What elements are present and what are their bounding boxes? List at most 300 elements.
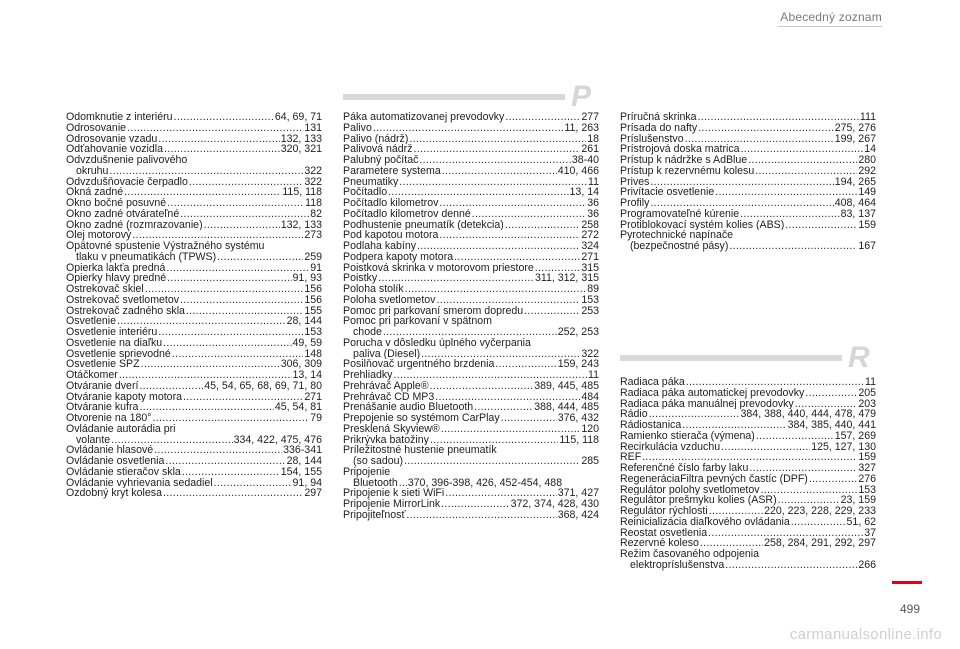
leader-dots <box>145 284 304 295</box>
index-entry-term: Podpera kapoty motora <box>343 251 454 263</box>
index-entry-pages: 153 <box>304 327 322 338</box>
leader-dots <box>740 209 840 220</box>
index-entry-term: (so sadou) <box>353 455 404 467</box>
leader-dots <box>809 474 858 485</box>
index-entry-pages: 315 <box>581 262 599 274</box>
index-entry <box>343 134 599 145</box>
index-entry-pages: 18 <box>587 133 599 145</box>
index-entry-pages: 311, 312, 315 <box>534 273 599 284</box>
index-entry <box>66 209 322 220</box>
leader-dots <box>524 306 580 317</box>
index-entry <box>66 284 322 295</box>
index-entry-term: Poloha stolík <box>343 284 404 295</box>
index-entry-pages: 13, 14 <box>292 370 322 381</box>
index-entry-term: Odrosovanie <box>66 122 127 134</box>
leader-dots <box>709 506 763 517</box>
index-entry <box>620 134 876 145</box>
index-entry <box>343 381 599 392</box>
index-entry-pages: 131 <box>304 122 322 134</box>
index-entry-pages: 82 <box>310 208 322 220</box>
index-entry-term: Prehliadky <box>343 370 393 381</box>
index-entry <box>620 517 876 528</box>
leader-dots <box>421 349 580 360</box>
index-entry <box>620 388 876 399</box>
leader-dots <box>141 359 280 370</box>
index-entry-term: Prístrojová doska matrica <box>620 144 740 155</box>
index-entry-term: REF <box>620 452 642 463</box>
index-entry-pages: 205 <box>858 387 876 399</box>
index-entry-term: Protiblokovací systém kolies (ABS) <box>620 219 785 231</box>
index-entry-term: Podlaha kabíny <box>343 241 417 252</box>
index-entry <box>620 506 876 517</box>
index-entry-term: Prístup k rezervnému kolesu <box>620 165 755 177</box>
leader-dots <box>505 112 580 123</box>
index-entry-pages: 384, 388, 440, 444, 478, 479 <box>740 409 876 420</box>
index-entry-term: Prístup k nádržke s AdBlue <box>620 155 748 166</box>
index-entry-term: Rezervné koleso <box>620 538 699 549</box>
index-entry-lead: Režim časovaného odpojenia <box>620 549 759 560</box>
leader-dots <box>495 359 556 370</box>
index-entry-pages: 155 <box>304 305 322 317</box>
index-entry <box>343 252 599 263</box>
index-entry-pages: 203 <box>858 398 876 410</box>
index-entry-term: Príručná skrinka <box>620 112 697 123</box>
index-entry-term: Palivová nádrž <box>343 144 413 155</box>
index-entry-pages: 125, 127, 130 <box>811 441 876 453</box>
index-entry <box>66 306 322 317</box>
leader-dots <box>406 510 556 521</box>
index-entry-pages: 159 <box>858 219 876 231</box>
bottom-accent-rule <box>892 581 922 584</box>
leader-dots <box>139 381 203 392</box>
index-entry-pages: 258, 284, 291, 292, 297 <box>764 538 876 549</box>
leader-dots <box>404 456 580 467</box>
index-entry-pages: 115, 118 <box>559 434 599 446</box>
index-entry <box>620 442 876 453</box>
index-entry-term: Okno bočné posuvné <box>66 198 167 209</box>
leader-dots <box>785 220 857 231</box>
index-entry-term: Počítadlo kilometrov <box>343 198 439 209</box>
index-entry-pages: 376, 432 <box>557 413 599 424</box>
leader-dots <box>474 402 533 413</box>
index-entry <box>620 198 876 209</box>
leader-dots <box>441 424 581 435</box>
index-entry <box>66 155 322 177</box>
leader-dots <box>124 187 281 198</box>
index-entry-term: Rádio <box>620 409 648 420</box>
index-entry <box>343 359 599 370</box>
index-column-3 <box>620 112 876 252</box>
index-entry <box>66 144 322 155</box>
leader-dots <box>439 198 586 209</box>
leader-dots <box>154 445 282 456</box>
leader-dots <box>442 166 557 177</box>
index-entry-term: Páka automatizovanej prevodovky <box>343 112 505 123</box>
index-entry-pages: 36 <box>587 208 599 220</box>
index-entry-term: Ostrekovač skiel <box>66 284 144 295</box>
index-entry <box>620 144 876 155</box>
leader-dots <box>721 442 810 453</box>
index-entry <box>620 431 876 442</box>
index-entry-term: Ostrekovač zadného skla <box>66 305 185 317</box>
index-entry <box>620 495 876 506</box>
index-entry-term: Otáčkomer <box>66 370 118 381</box>
leader-dots <box>805 388 857 399</box>
index-entry <box>66 381 322 392</box>
index-entry-term: Ostrekovač svetlometov <box>66 294 180 306</box>
index-entry-pages: 371, 427 <box>557 488 599 499</box>
index-entry-pages: 388, 444, 485 <box>534 402 599 413</box>
index-entry-term: Ovládanie hlasové <box>66 445 154 456</box>
index-entry <box>343 241 599 252</box>
index-entry-pages: 156 <box>304 284 322 295</box>
index-entry <box>66 402 322 413</box>
index-entry <box>343 338 599 360</box>
leader-dots <box>505 220 581 231</box>
index-entry-lead: Opätovné spustenie Výstražného systému <box>66 241 265 252</box>
index-entry-term: Posilňovač urgentného brzdenia <box>343 359 495 370</box>
index-column-2 <box>343 112 599 521</box>
leader-dots <box>642 452 857 463</box>
index-entry-lead: Pomoc pri parkovaní v spätnom <box>343 316 492 328</box>
leader-dots <box>127 123 303 134</box>
leader-dots <box>158 134 279 145</box>
index-entry-pages: 370, 396-398, 426, 452-454, 488 <box>407 476 563 489</box>
index-column-4 <box>620 377 876 571</box>
index-entry-pages: 484 <box>581 391 599 403</box>
index-entry-term: Okno zadné (rozmrazovanie) <box>66 219 203 231</box>
leader-dots <box>167 198 304 209</box>
index-entry <box>343 123 599 134</box>
index-entry-pages: 324 <box>581 241 599 252</box>
index-entry-term: Poloha svetlometov <box>343 294 436 306</box>
index-entry-term: Bluetooth <box>353 476 398 489</box>
section-letter-r: R <box>848 341 870 374</box>
index-entry-pages: 11 <box>865 377 876 388</box>
index-entry <box>343 198 599 209</box>
section-r-marker <box>620 343 870 373</box>
index-entry-pages: 322 <box>304 176 322 188</box>
index-entry-pages: 277 <box>581 112 599 123</box>
leader-dots <box>778 495 840 506</box>
index-entry <box>620 112 876 123</box>
index-entry-pages: 45, 54, 81 <box>274 402 322 413</box>
index-entry <box>620 420 876 431</box>
index-entry-pages: 120 <box>581 423 599 435</box>
index-entry-pages: 89 <box>587 284 599 295</box>
index-entry <box>66 263 322 274</box>
index-entry <box>620 549 876 571</box>
leader-dots <box>399 478 407 489</box>
leader-dots <box>165 456 285 467</box>
leader-dots <box>158 327 303 338</box>
leader-dots <box>650 198 833 209</box>
leader-dots <box>167 273 291 284</box>
index-entry <box>620 485 876 496</box>
index-entry-term: Profily <box>620 198 650 209</box>
index-entry-term: Palubný počítač <box>343 155 419 166</box>
index-entry <box>343 488 599 499</box>
index-entry-term: Odrosovanie vzadu <box>66 133 158 145</box>
index-entry-pages: 149 <box>858 187 876 198</box>
leader-dots <box>441 499 509 510</box>
index-entry-pages: 51, 62 <box>846 516 876 528</box>
index-entry-term: Radiaca páka automatickej prevodovky <box>620 387 805 399</box>
index-entry <box>66 349 322 360</box>
index-entry-pages: 148 <box>304 348 322 360</box>
index-entry <box>66 187 322 198</box>
index-entry-term: Pneumatiky <box>343 176 399 188</box>
index-entry <box>620 474 876 485</box>
index-entry-pages: 153 <box>858 484 876 496</box>
leader-dots <box>708 528 863 539</box>
index-entry-term: Ovládanie stieračov skla <box>66 466 181 478</box>
index-entry-lead: Porucha v dôsledku úplného vyčerpania <box>343 337 531 349</box>
index-entry-pages: 154, 155 <box>280 466 322 478</box>
index-entry-term: Palivo (nádrž) <box>343 133 409 145</box>
leader-dots <box>791 517 846 528</box>
index-entry-pages: 115, 118 <box>282 187 322 198</box>
index-entry-pages: 258 <box>581 219 599 231</box>
index-entry <box>343 284 599 295</box>
index-entry <box>343 392 599 403</box>
index-entry-pages: 83, 137 <box>840 208 876 220</box>
index-entry <box>66 316 322 327</box>
index-entry <box>343 187 599 198</box>
index-entry <box>66 478 322 489</box>
index-entry-term: Referenčné číslo farby laku <box>620 463 749 474</box>
index-entry <box>620 230 876 252</box>
index-entry-term: Otváranie kufra <box>66 402 139 413</box>
index-entry-pages: 153 <box>581 294 599 306</box>
index-entry-term: Príslušenstvo <box>620 133 684 145</box>
index-entry-term: tlaku v pneumatikách (TPWS) <box>76 250 217 263</box>
leader-dots <box>419 155 571 166</box>
index-entry-term: Osvetlenie <box>66 316 117 327</box>
leader-dots <box>715 187 857 198</box>
header-rule <box>778 26 882 27</box>
index-entry-term: chode <box>353 326 382 338</box>
index-entry-term: Počítadlo <box>343 187 388 198</box>
leader-dots <box>399 177 587 188</box>
index-entry <box>343 413 599 424</box>
index-entry-lead: Pripojenie <box>343 466 391 478</box>
index-entry <box>620 177 876 188</box>
index-entry-term: Prísada do nafty <box>620 122 698 134</box>
index-entry-pages: 261 <box>581 144 599 155</box>
index-entry-pages: 297 <box>304 488 322 499</box>
index-entry <box>343 316 599 338</box>
index-entry-term: Prenášanie audio Bluetooth <box>343 402 474 413</box>
index-entry-pages: 199, 267 <box>834 133 876 145</box>
index-entry-term: Prikrývka batožiny <box>343 434 429 446</box>
index-entry-term: Pripojiteľnosť <box>343 509 406 521</box>
index-entry-pages: 389, 445, 485 <box>534 380 599 392</box>
index-entry-term: Osvetlenie na diaľku <box>66 337 163 349</box>
index-entry-pages: 384, 385, 440, 441 <box>787 420 876 431</box>
index-entry-term: Ovládanie osvetlenia <box>66 456 165 467</box>
leader-dots <box>725 560 857 571</box>
index-entry-term: Prepojenie so systémom CarPlay <box>343 413 500 424</box>
index-entry-pages: 37 <box>864 527 876 539</box>
index-entry <box>620 209 876 220</box>
index-entry-term: Parametere systema <box>343 165 441 177</box>
index-entry-pages: 118 <box>305 198 322 209</box>
index-entry-term: Osvetlenie ŠPZ <box>66 359 140 370</box>
index-entry-pages: 91, 93 <box>292 273 322 284</box>
index-entry-pages: 132, 133 <box>280 133 322 145</box>
index-entry-term: Radiaca páka manuálnej prevodovky <box>620 398 794 410</box>
index-entry-term: Okno zadné otvárateľné <box>66 208 180 220</box>
index-entry <box>66 327 322 338</box>
index-entry <box>66 134 322 145</box>
leader-dots <box>439 230 580 241</box>
index-entry-term: Prives <box>620 176 650 188</box>
index-entry-pages: 275, 276 <box>834 122 876 134</box>
leader-dots <box>698 123 834 134</box>
leader-dots <box>414 144 581 155</box>
index-entry <box>343 209 599 220</box>
index-entry-pages: 28, 144 <box>286 456 322 467</box>
index-entry <box>66 112 322 123</box>
leader-dots <box>700 538 763 549</box>
index-entry-term: Otváranie kapoty motora <box>66 391 182 403</box>
leader-dots <box>172 349 303 360</box>
index-entry-term: Regulátor polohy svetlometov <box>620 484 760 496</box>
index-entry-pages: 14 <box>864 144 876 155</box>
watermark: carmanualsonline.info <box>789 626 942 643</box>
index-entry-pages: 132, 133 <box>280 219 322 231</box>
index-entry <box>620 155 876 166</box>
index-entry <box>620 409 876 420</box>
leader-dots <box>204 220 280 231</box>
index-entry-term: Prehrávač CD MP3 <box>343 391 435 403</box>
leader-dots <box>417 241 580 252</box>
index-entry-pages: 276 <box>858 473 876 485</box>
page-header-title: Abecedný zoznam <box>780 10 882 24</box>
index-entry-pages: 252, 253 <box>557 326 599 338</box>
leader-dots <box>409 134 586 145</box>
index-column-1 <box>66 112 322 499</box>
leader-dots <box>117 316 286 327</box>
leader-dots <box>685 134 834 145</box>
leader-dots <box>164 144 280 155</box>
index-entry <box>66 295 322 306</box>
index-entry-term: Okná zadné <box>66 187 124 198</box>
index-entry-pages: 156 <box>304 294 322 306</box>
index-entry <box>620 377 876 388</box>
index-entry-pages: 38-40 <box>571 155 599 166</box>
index-entry <box>66 488 322 499</box>
index-entry-pages: 285 <box>581 455 599 467</box>
index-entry <box>343 467 599 489</box>
leader-dots <box>132 230 303 241</box>
index-entry-term: paliva (Diesel) <box>353 347 421 360</box>
index-entry-pages: 272 <box>581 230 599 241</box>
index-entry-term: Opierka lakťa predná <box>66 262 166 274</box>
index-entry-term: Prehrávač Apple® <box>343 380 429 392</box>
index-entry-term: Presklená Skyview® <box>343 423 440 435</box>
index-entry-pages: 253 <box>581 305 599 317</box>
index-entry-term: elektropríslušenstva <box>630 558 725 571</box>
index-entry-pages: 159, 243 <box>557 359 599 370</box>
index-entry <box>66 220 322 231</box>
index-entry <box>620 538 876 549</box>
index-entry-term: Poistková skrinka v motorovom priestore <box>343 262 534 274</box>
index-entry-term: Odomknutie z interiéru <box>66 112 173 123</box>
index-entry <box>343 166 599 177</box>
index-entry-pages: 91, 94 <box>292 477 322 489</box>
leader-dots <box>795 399 858 410</box>
leader-dots <box>698 112 859 123</box>
index-entry-pages: 372, 374, 428, 430 <box>510 499 599 510</box>
index-entry-term: volante <box>76 433 111 446</box>
index-entry-term: Odťahovanie vozidla <box>66 144 164 155</box>
index-entry-pages: 91 <box>310 262 322 274</box>
index-entry <box>66 359 322 370</box>
leader-dots <box>755 166 857 177</box>
index-entry-term: Rádiostanica <box>620 420 682 431</box>
index-entry-pages: 194, 265 <box>834 176 876 188</box>
index-entry-term: Reostat osvetlenia <box>620 527 708 539</box>
index-entry <box>343 435 599 446</box>
index-entry-pages: 159 <box>858 452 876 463</box>
index-entry-term: Počítadlo kilometrov denné <box>343 208 471 220</box>
index-entry-lead: Pyrotechnické napínače <box>620 230 734 242</box>
index-entry-term: Ovládanie vyhrievania sedadiel <box>66 477 213 489</box>
index-entry-pages: 79 <box>310 413 322 424</box>
index-entry <box>66 392 322 403</box>
index-entry-pages: 11 <box>588 176 599 188</box>
leader-dots <box>472 209 586 220</box>
index-entry-pages: 23, 159 <box>840 495 876 506</box>
index-entry-term: Odvzdušňovacie čerpadlo <box>66 176 188 188</box>
index-entry <box>66 413 322 424</box>
leader-dots <box>729 241 857 252</box>
index-entry <box>343 230 599 241</box>
leader-dots <box>501 413 557 424</box>
index-entry-pages: 271 <box>304 391 322 403</box>
index-entry-lead: Odvzdušnenie palivového <box>66 155 188 166</box>
leader-dots <box>153 413 310 424</box>
page-number: 499 <box>899 602 920 616</box>
index-entry-term: Palivo <box>343 122 372 134</box>
index-entry-pages: 273 <box>304 230 322 241</box>
leader-dots <box>430 381 534 392</box>
index-entry-term: Pomoc pri parkovaní smerom dopredu <box>343 305 524 317</box>
leader-dots <box>649 409 740 420</box>
index-entry-term: Privítacie osvetlenie <box>620 187 715 198</box>
index-entry-term: Pripojenie k sieti WiFi <box>343 488 445 499</box>
index-entry <box>343 306 599 317</box>
index-entry-term: Pripojenie MirrorLink <box>343 499 441 510</box>
index-entry <box>66 338 322 349</box>
index-entry-term: Pod kapotou motora <box>343 230 439 241</box>
index-entry <box>620 220 876 231</box>
leader-dots <box>383 327 557 338</box>
index-entry-term: Regulátor rýchlosti <box>620 506 708 517</box>
leader-dots <box>111 435 232 446</box>
leader-dots <box>182 467 280 478</box>
leader-dots <box>435 392 580 403</box>
leader-dots <box>163 338 291 349</box>
index-entry-term: Olej motorový <box>66 230 132 241</box>
index-entry-pages: 368, 424 <box>557 509 599 521</box>
index-entry-term: Regulátor prešmyku kolies (ASR) <box>620 495 777 506</box>
leader-dots <box>748 155 857 166</box>
index-entry-term: RegeneráciaFiltra pevných častíc (DPF) <box>620 473 808 485</box>
index-entry <box>66 123 322 134</box>
